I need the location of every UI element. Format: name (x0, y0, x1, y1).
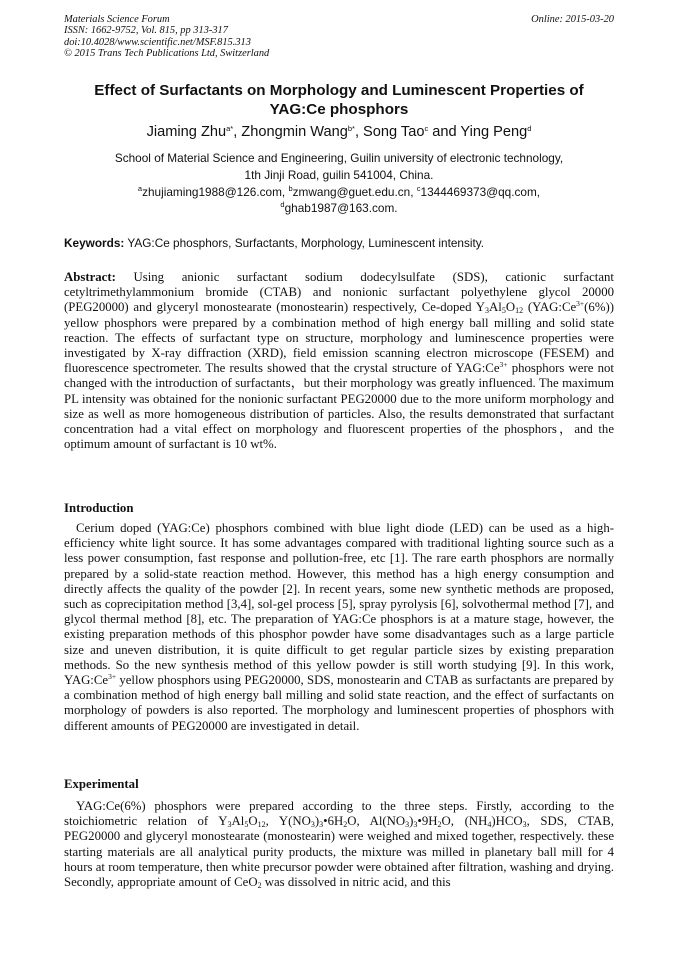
email-line-2 (64, 200, 614, 216)
body-text: was dissolved in nitric acid, and this (261, 875, 451, 890)
body-text: O (248, 814, 258, 829)
experimental-paragraph (64, 799, 614, 890)
superscript: 3+ (499, 360, 508, 370)
superscript: 3+ (108, 672, 117, 682)
author-name: , Song Tao (354, 124, 425, 140)
introduction-paragraph (64, 521, 614, 734)
paper-title (64, 82, 614, 119)
online-date: Online: 2015-03-20 (531, 14, 614, 25)
journal-name: Materials Science Forum (64, 14, 170, 25)
email-line-1 (64, 184, 614, 200)
author-name: and Ying Peng (428, 124, 528, 140)
title-line-2: YAG:Ce phosphors (269, 100, 409, 118)
affiliation-line-1: School of Material Science and Engineering, Guilin university of electronic technology, (114, 151, 564, 165)
keywords-text: YAG:Ce phosphors, Surfactants, Morphology, Luminescent intensity. (124, 236, 485, 250)
subscript: 3 (319, 820, 324, 830)
abstract-label: Abstract: (64, 270, 116, 284)
body-text: ) (314, 814, 320, 829)
email-mark: b (288, 184, 293, 193)
body-text: , SDS, CTAB, PEG20000 and glyceryl monostearate (monostearin) were weighed and mixed together, respectively. these starting materials are all analytical purity products, the mixture was milled in planetary ball mill for 4 hours at room temperature, then white precursor powder were obtained after filtration, washing and drying. Secondly, appropriate amount of CeO (64, 814, 614, 890)
subscript: 12 (257, 820, 266, 830)
subscript: 3 (485, 306, 490, 316)
subscript: 2 (257, 881, 262, 891)
author-name: , Zhongmin Wang (233, 124, 348, 140)
subscript: 3 (522, 820, 527, 830)
email-link[interactable]: 1344469373@qq.com, (420, 185, 541, 199)
subscript: 3 (310, 820, 315, 830)
keywords (64, 236, 484, 250)
subscript: 3 (413, 820, 418, 830)
copyright-line: © 2015 Trans Tech Publications Ltd, Switzerland (64, 48, 270, 60)
subscript: 3 (227, 820, 232, 830)
author-mark: c (424, 124, 429, 133)
email-list (64, 184, 614, 216)
body-text: yellow phosphors using PEG20000, SDS, monostearin and CTAB as surfactants are prepared by a combination method of high energy ball milling and solid state reaction, and the effect of surfactants on morphology of powders is also reported. The morphology and luminescent properties of phosphors with different amounts of PEG20000 are investigated in detail. (64, 673, 614, 733)
abstract-text: O (505, 300, 516, 315)
abstract-text: phosphors were not changed with the introduction of surfactants，but their morphology was greatly influenced. The maximum PL intensity was obtained for the nonionic surfactant PEG20000 due to the more uniform morphology and size as well as more homogeneous distribution of particles. Also, the results demonstrated that surfactant concentration had a vital effect on morphology and fluorescent properties of the phosphors，and the optimum amount of surfactant is 10 wt%. (64, 361, 614, 452)
keywords-label: Keywords: (64, 236, 125, 250)
title-line-1: Effect of Surfactants on Morphology and Luminescent Properties of (94, 82, 584, 99)
issn-line: ISSN: 1662-9752, Vol. 815, pp 313-317 (64, 25, 228, 37)
author-mark: b* (347, 124, 355, 133)
subscript: 3 (405, 820, 410, 830)
abstract-paragraph (64, 270, 614, 452)
body-text: ) (409, 814, 414, 829)
section-heading-experimental: Experimental (64, 777, 139, 791)
abstract-text: Al (489, 300, 502, 315)
subscript: 12 (515, 306, 524, 316)
email-mark: d (280, 200, 285, 209)
abstract-text: (6%)) yellow phosphors were prepared by a combination method of high energy ball milling and solid state reaction. The effects of surfactant type on structure, morphology and luminescence properties were investigated by X-ray diffraction (XRD), field emission scanning electron microscope (FESEM) and fluorescence spectrometer. The results showed that the crystal structure of YAG:Ce (64, 300, 614, 376)
author-name: Jiaming Zhu (146, 124, 227, 140)
body-text: O, (NH (441, 814, 488, 829)
doi-line: doi:10.4028/www.scientific.net/MSF.815.313 (64, 36, 251, 48)
abstract-text: (YAG:Ce (523, 300, 577, 315)
subscript: 2 (343, 820, 348, 830)
affiliation-line-2: 1th Jinji Road, guilin 541004, China. (244, 167, 434, 182)
section-heading-introduction: Introduction (64, 501, 134, 515)
body-text: )HCO (491, 814, 523, 829)
body-text: Cerium doped (YAG:Ce) phosphors combined with blue light diode (LED) can be used as a high-efficiency white light source. It has some advantages compared with traditional lighting source such as a less power consumption, fast response and pollution-free, etc [1]. The rare earth phosphors are normally prepared by a solid-state reaction method. However, this method has a high energy consumption and directly affects the quality of the powder [2]. In recent years, some new synthetic methods are proposed, such as coprecipitation method [3,4], sol-gel process [5], spray pyrolysis [6], solvothermal method [7], and glycol thermal method [8], etc. The preparation of YAG:Ce phosphors is at a mature stage, however, the existing preparation methods of this phosphor powder have some disadvantages such as a large particle size and uneven distribution, it is quite difficult to get regular particle sizes by existing preparation methods. So the new synthesis method of this yellow powder is still worth studying [9]. In this work, YAG:Ce (64, 521, 614, 688)
superscript: 3+ (576, 299, 585, 309)
author-list (64, 124, 614, 140)
subscript: 5 (244, 820, 249, 830)
body-text: YAG:Ce(6%) phosphors were prepared according to the three steps. Firstly, according to the stoichiometric relation of Y (64, 799, 614, 829)
email-mark: c (416, 184, 421, 193)
subscript: 5 (501, 306, 506, 316)
body-text: •6H (323, 814, 344, 829)
email-link[interactable]: zmwang@guet.edu.cn, (292, 185, 417, 199)
email-link[interactable]: ghab1987@163.com. (284, 201, 398, 215)
body-text: Al (231, 814, 245, 829)
author-mark: d (527, 124, 532, 133)
abstract-text: Using anionic surfactant sodium dodecylsulfate (SDS), cationic surfactant cetyltrimethylammonium bromide (CTAB) and nonionic surfactant polyethylene glycol 20000 (PEG20000) and glyceryl monostearate (monostearin) respectively, Ce-doped Y (64, 270, 614, 315)
email-mark: a (137, 184, 143, 193)
subscript: 2 (437, 820, 442, 830)
subscript: 4 (487, 820, 492, 830)
email-link[interactable]: zhujiaming1988@126.com, (142, 185, 289, 199)
body-text: O, Al(NO (347, 814, 406, 829)
affiliation (64, 150, 614, 183)
body-text: •9H (417, 814, 438, 829)
author-mark: a* (226, 124, 234, 133)
body-text: , Y(NO (265, 814, 311, 829)
journal-header (64, 14, 269, 60)
